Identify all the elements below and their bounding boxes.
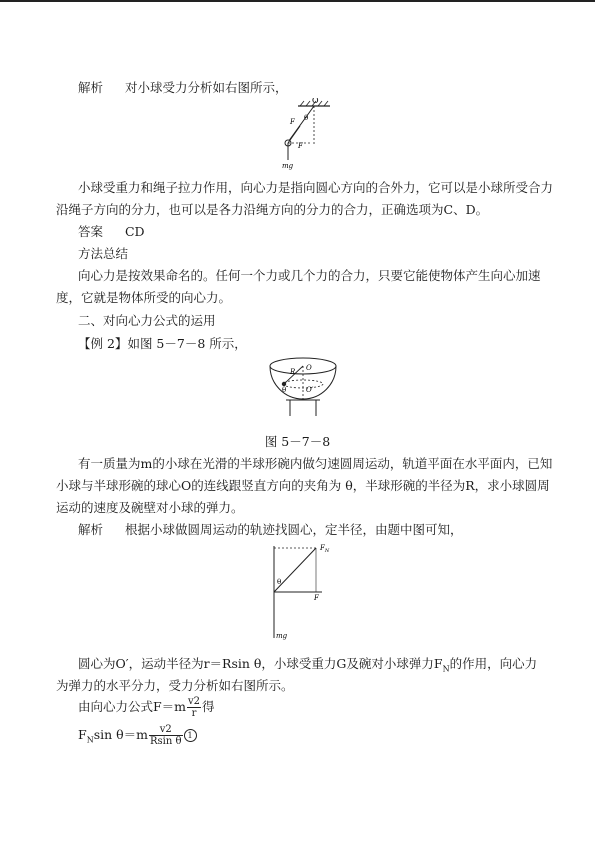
analysis-text: 对小球受力分析如右图所示， bbox=[124, 80, 288, 95]
formula2-lhs-sub: N bbox=[86, 735, 94, 745]
figure-force-diagram bbox=[266, 542, 356, 642]
example-text: 如图 5－7－8 所示， bbox=[127, 336, 247, 351]
fig1-label-mg: mg bbox=[282, 162, 294, 170]
fig3-label-f: F bbox=[314, 594, 319, 602]
solution-text: 根据小球做圆周运动的轨迹找圆心，定半径，由题中图可知， bbox=[124, 522, 463, 537]
analysis-line bbox=[78, 80, 288, 96]
fig1-label-f: F bbox=[290, 118, 295, 126]
center-line1-a: 圆心为O′，运动半径为r＝Rsin θ，小球受重力G及碗对小球弹力F bbox=[78, 656, 443, 671]
formula-line2 bbox=[78, 724, 197, 749]
answer-line bbox=[78, 224, 145, 240]
formula1-denominator: r bbox=[191, 708, 197, 719]
formula-line1 bbox=[78, 696, 215, 719]
formula2-numerator: v2 bbox=[149, 724, 183, 736]
problem-line3: 运动的速度及碗壁对小球的弹力。 bbox=[56, 500, 244, 515]
section-heading: 二、对向心力公式的运用 bbox=[78, 313, 216, 328]
analysis-label: 解析 bbox=[78, 80, 104, 95]
example-line bbox=[78, 336, 247, 352]
center-line1-b: 的作用，向心力 bbox=[449, 656, 538, 671]
fig3-label-mg: mg bbox=[276, 632, 288, 640]
figure-pendulum bbox=[268, 98, 348, 170]
solution-label: 解析 bbox=[78, 522, 104, 537]
top-rule bbox=[0, 0, 595, 2]
fig2-label-op: O′ bbox=[306, 386, 314, 394]
formula1-suffix: 得 bbox=[202, 699, 215, 714]
formula1-prefix: 由向心力公式F＝m bbox=[78, 699, 187, 714]
figure-bowl bbox=[268, 350, 338, 420]
fig1-label-fn: F bbox=[298, 142, 303, 150]
formula2-fraction bbox=[149, 724, 183, 747]
formula2-lhs: F bbox=[78, 727, 87, 742]
problem-line2: 小球与半球形碗的球心O的连线跟竖直方向的夹角为 θ，半球形碗的半径为R，求小球圆周 bbox=[56, 478, 550, 493]
tension-arrow bbox=[288, 126, 300, 143]
formula2-denominator: Rsin θ bbox=[150, 736, 182, 747]
fig1-label-theta: θ bbox=[304, 114, 309, 122]
solution-line bbox=[78, 522, 463, 538]
fig2-label-r: R bbox=[290, 368, 296, 376]
answer-label: 答案 bbox=[78, 224, 104, 239]
method-line2: 度，它就是物体所受的向心力。 bbox=[56, 290, 232, 305]
force-explanation-line2: 沿绳子方向的分力，也可以是各力沿绳方向的分力的合力，正确选项为C、D。 bbox=[56, 202, 489, 217]
fig1-label-o: O bbox=[312, 98, 319, 105]
problem-line1: 有一质量为m的小球在光滑的半球形碗内做匀速圆周运动，轨道平面在水平面内，已知 bbox=[78, 456, 553, 471]
formula1-numerator: v2 bbox=[188, 696, 201, 707]
answer-value: CD bbox=[124, 224, 145, 239]
fig2-label-theta: θ bbox=[282, 386, 287, 394]
fig2-label-o: O bbox=[306, 364, 312, 372]
example-tag: 【例 2】 bbox=[78, 336, 128, 351]
center-line2: 为弹力的水平分力，受力分析如右图所示。 bbox=[56, 678, 294, 693]
fig3-label-fn: $F_N$ bbox=[320, 544, 330, 554]
figure-caption: 图 5－7－8 bbox=[264, 434, 331, 449]
center-line1-sub: N bbox=[442, 664, 450, 674]
formula2-mid: sin θ＝m bbox=[93, 727, 149, 742]
force-explanation-line1: 小球受重力和绳子拉力作用，向心力是指向圆心方向的合外力，它可以是小球所受合力 bbox=[78, 180, 554, 195]
method-heading: 方法总结 bbox=[78, 246, 129, 261]
center-line1 bbox=[78, 656, 537, 678]
formula1-fraction bbox=[187, 696, 201, 719]
equation-number-mark: 1 bbox=[184, 729, 197, 742]
fig3-label-theta: θ bbox=[277, 578, 282, 586]
method-line1: 向心力是按效果命名的。任何一个力或几个力的合力，只要它能使物体产生向心加速 bbox=[78, 268, 541, 283]
